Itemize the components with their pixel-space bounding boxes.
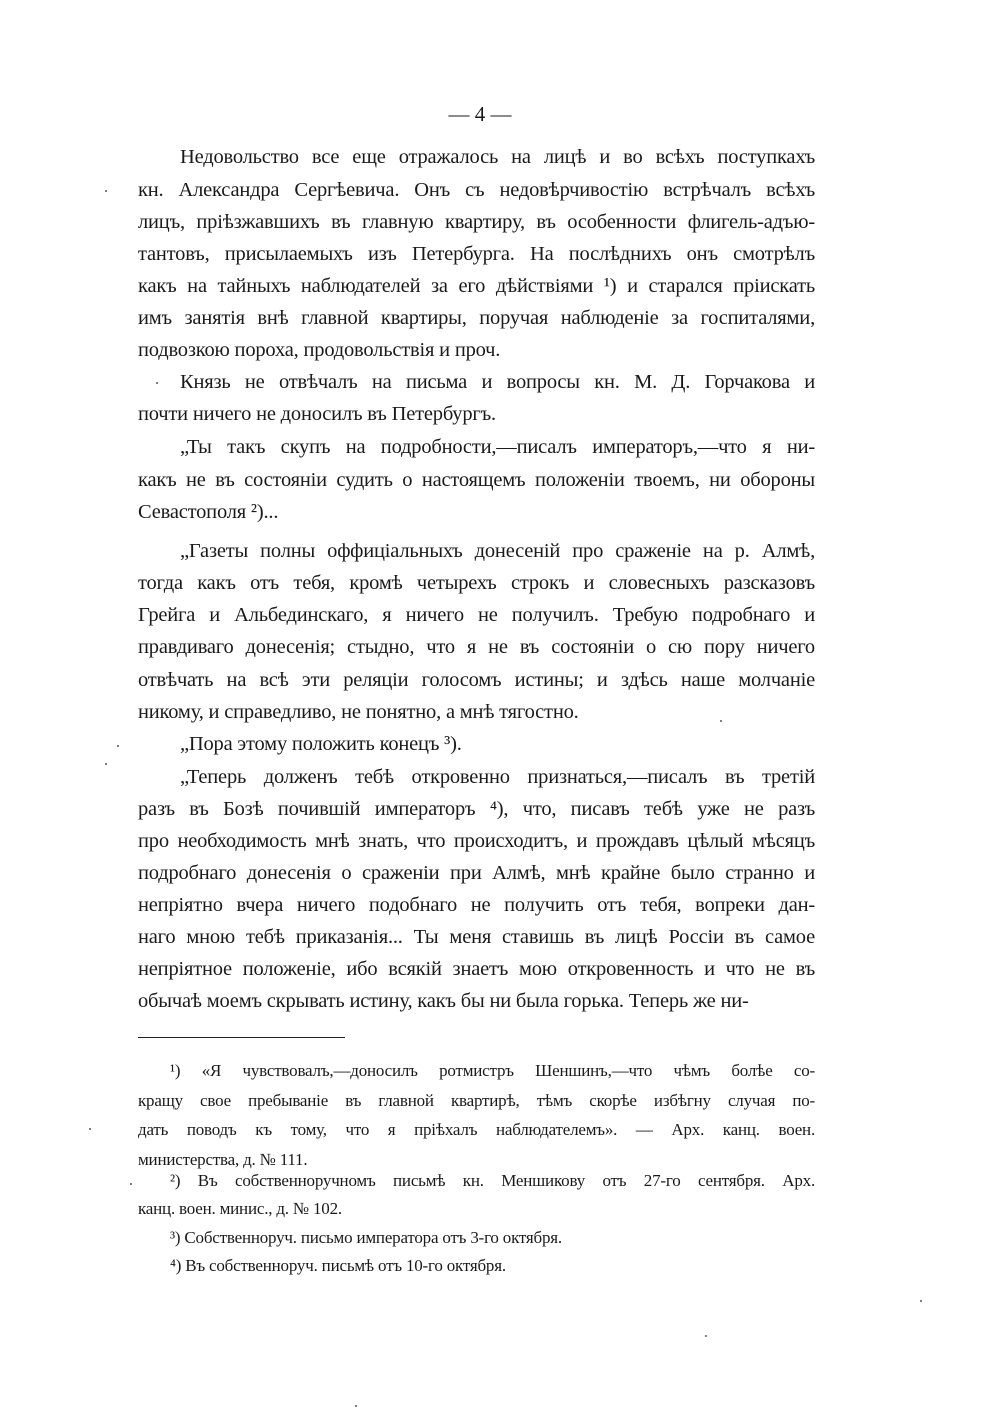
footnote-line: дать поводъ къ тому, что я пріѣхалъ наблюдателемъ». — Арх. канц. воен. bbox=[138, 1120, 815, 1139]
text-line: подвозкою пороха, продовольствія и проч. bbox=[138, 339, 501, 361]
text-line: имъ занятія внѣ главной квартиры, поручая наблюденіе за госпиталями, bbox=[138, 307, 815, 329]
text-line: непріятное положеніе, ибо всякій знаетъ мою откровенность и что не въ bbox=[138, 958, 815, 980]
text-line: какъ не въ состояніи судить о настоящемъ положеніи твоемъ, ни обороны bbox=[138, 469, 815, 491]
text-line: лицъ, пріѣзжавшихъ въ главную квартиру, въ особенности флигель-адъю- bbox=[138, 211, 815, 233]
footnote-line: ³) Собственноруч. письмо императора отъ 3-го октября. bbox=[170, 1228, 562, 1247]
text-line: никому, и справедливо, не понятно, а мнѣ тягостно. bbox=[138, 701, 579, 723]
text-line: почти ничего не доносилъ въ Петербургъ. bbox=[138, 403, 496, 425]
page-number: — 4 — bbox=[448, 102, 512, 126]
footnote-line: кращу свое пребываніе въ главной квартирѣ, тѣмъ скорѣе избѣгну случая по- bbox=[138, 1091, 815, 1110]
text-line: Севастополя ²)... bbox=[138, 501, 279, 523]
footnote-divider bbox=[138, 1037, 345, 1038]
text-line: обычаѣ моемъ скрывать истину, какъ бы ни была горька. Теперь же ни- bbox=[138, 990, 749, 1012]
scan-speck bbox=[705, 1335, 707, 1337]
text-line: подробнаго донесенія о сраженіи при Алмѣ, мнѣ крайне было странно и bbox=[138, 862, 815, 884]
text-line: правдиваго донесенія; стыдно, что я не въ состояніи о сю пору ничего bbox=[138, 636, 815, 658]
text-line: какъ на тайныхъ наблюдателей за его дѣйствіями ¹) и старался пріискать bbox=[138, 275, 815, 297]
text-line: Недовольство все еще отражалось на лицѣ и во всѣхъ поступкахъ bbox=[180, 146, 815, 168]
text-line: непріятно вчера ничего подобнаго не получить отъ тебя, вопреки дан- bbox=[138, 894, 815, 916]
text-line: разъ въ Бозѣ почившій императоръ ⁴), что, писавъ тебѣ уже не разъ bbox=[138, 798, 815, 820]
text-line: наго мною тебѣ приказанія... Ты меня ставишь въ лицѣ Россіи въ самое bbox=[138, 926, 815, 948]
scan-speck bbox=[130, 1183, 132, 1185]
scan-speck bbox=[105, 190, 107, 192]
text-line: про необходимость мнѣ знать, что происходитъ, и прождавъ цѣлый мѣсяцъ bbox=[138, 830, 815, 852]
footnote-line: министерства, д. № 111. bbox=[138, 1150, 308, 1169]
text-line: отвѣчать на всѣ эти реляціи голосомъ истины; и здѣсь наше молчаніе bbox=[138, 669, 815, 691]
scan-speck bbox=[105, 763, 107, 765]
scan-speck bbox=[355, 1405, 357, 1407]
text-line: „Ты такъ скупъ на подробности,—писалъ императоръ,—что я ни- bbox=[180, 436, 815, 458]
text-line: Князь не отвѣчалъ на письма и вопросы кн. М. Д. Горчакова и bbox=[180, 371, 815, 393]
scan-speck bbox=[89, 1128, 91, 1130]
scan-speck bbox=[720, 720, 722, 722]
text-line: тантовъ, присылаемыхъ изъ Петербурга. На послѣднихъ онъ смотрѣлъ bbox=[138, 243, 815, 265]
footnote-line: канц. воен. минис., д. № 102. bbox=[138, 1199, 342, 1218]
footnote-line: ⁴) Въ собственноруч. письмѣ отъ 10-го октября. bbox=[170, 1256, 506, 1275]
text-line: „Теперь долженъ тебѣ откровенно признаться,—писалъ въ третій bbox=[180, 766, 815, 788]
text-line: „Газеты полны оффиціальныхъ донесеній про сраженіе на р. Алмѣ, bbox=[180, 540, 815, 562]
text-line: Грейга и Альбединскаго, я ничего не получилъ. Требую подробнаго и bbox=[138, 604, 815, 626]
scan-speck bbox=[156, 382, 158, 384]
scan-speck bbox=[117, 745, 119, 747]
text-line: „Пора этому положить конецъ ³). bbox=[180, 733, 462, 755]
footnote-line: ²) Въ собственноручномъ письмѣ кн. Меншикову отъ 27-го сентября. Арх. bbox=[170, 1171, 815, 1190]
footnote-line: ¹) «Я чувствовалъ,—доносилъ ротмистръ Шеншинъ,—что чѣмъ болѣе со- bbox=[170, 1061, 815, 1080]
scan-speck bbox=[920, 1300, 922, 1302]
text-line: тогда какъ отъ тебя, кромѣ четырехъ строкъ и словесныхъ разсказовъ bbox=[138, 572, 815, 594]
text-line: кн. Александра Сергѣевича. Онъ съ недовѣрчивостію встрѣчалъ всѣхъ bbox=[138, 179, 815, 201]
